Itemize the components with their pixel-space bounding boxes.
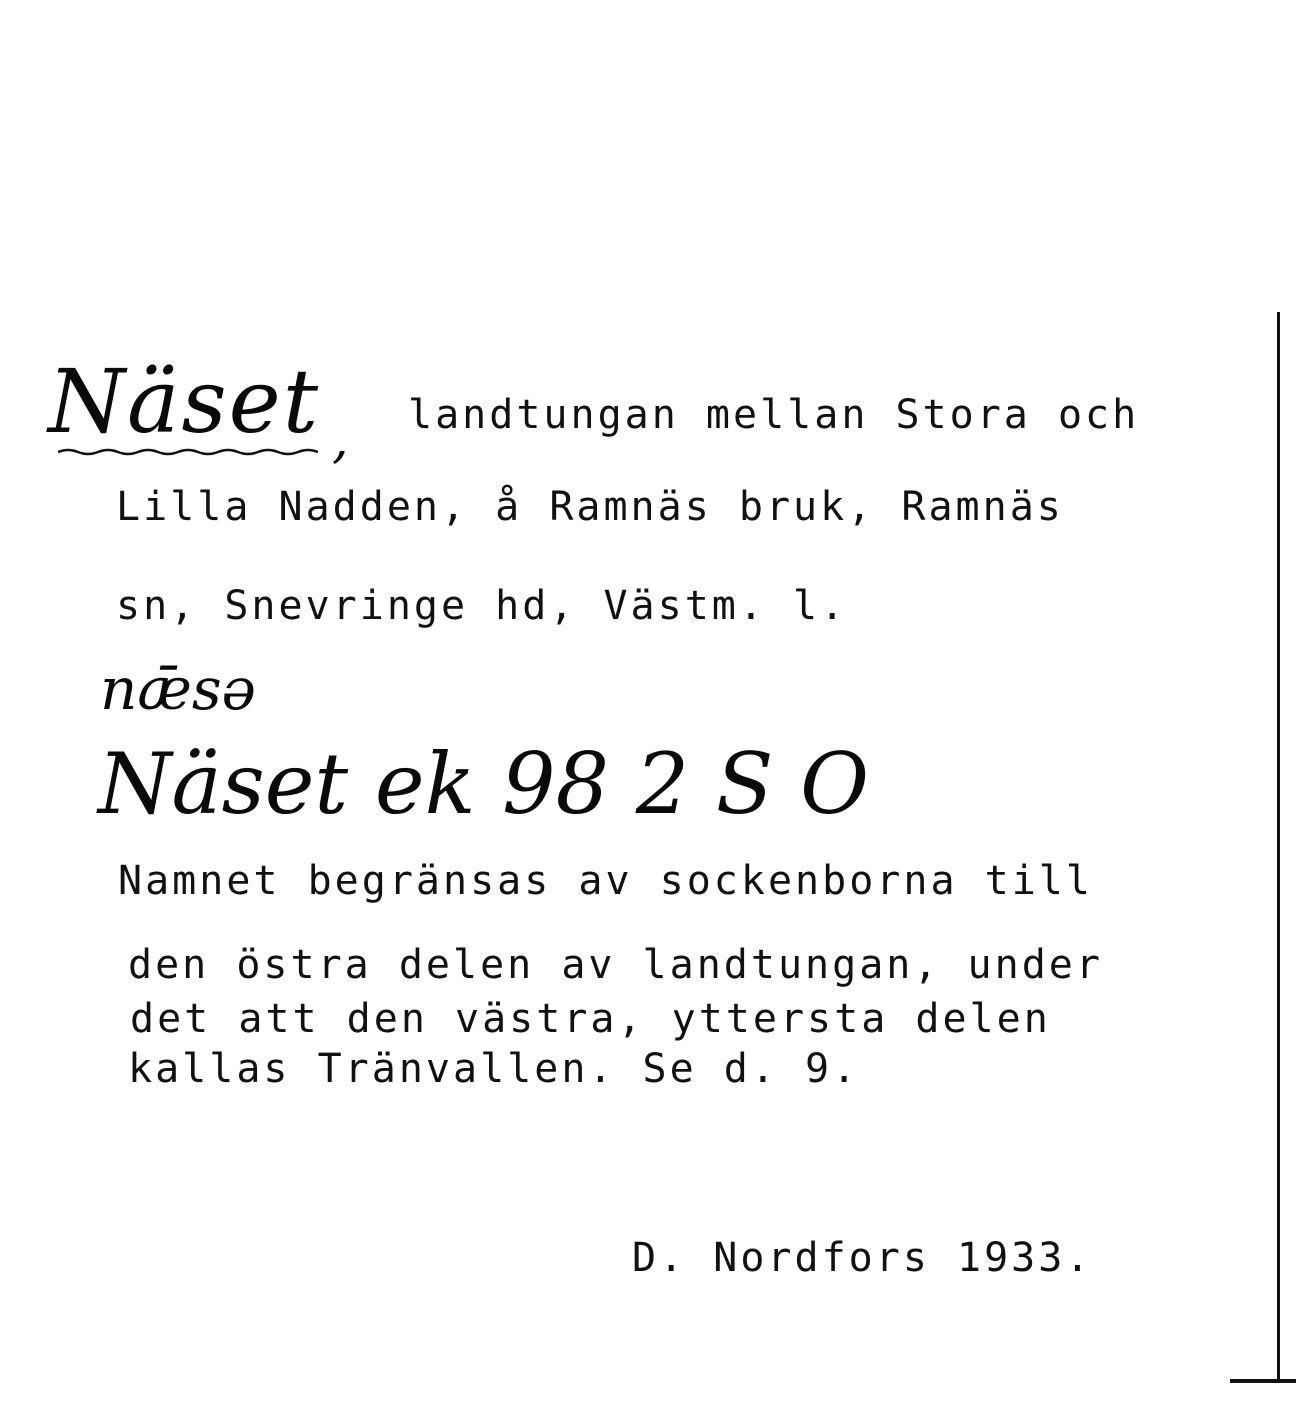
headword-underline (58, 448, 318, 456)
headword-comma: , (332, 410, 349, 470)
note-line-1: Namnet begränsas av sockenborna till (118, 858, 1093, 904)
description-line-3: sn, Snevringe hd, Västm. l. (116, 583, 848, 629)
note-line-4: kallas Tränvallen. Se d. 9. (128, 1046, 860, 1092)
description-line-1: landtungan mellan Stora och (408, 392, 1140, 438)
description-line-2: Lilla Nadden, å Ramnäs bruk, Ramnäs (116, 484, 1064, 530)
map-reference-handwritten: Näset ek 98 2 S O (98, 735, 870, 833)
card-right-border (1277, 312, 1280, 1382)
note-line-3: det att den västra, yttersta delen (130, 996, 1051, 1042)
note-line-2: den östra delen av landtungan, under (128, 942, 1103, 988)
pronunciation-handwritten: nǣsə (100, 655, 256, 723)
headword-handwritten: Näset (48, 350, 321, 453)
card-bottom-border (1230, 1379, 1296, 1383)
signature: D. Nordfors 1933. (632, 1235, 1093, 1281)
